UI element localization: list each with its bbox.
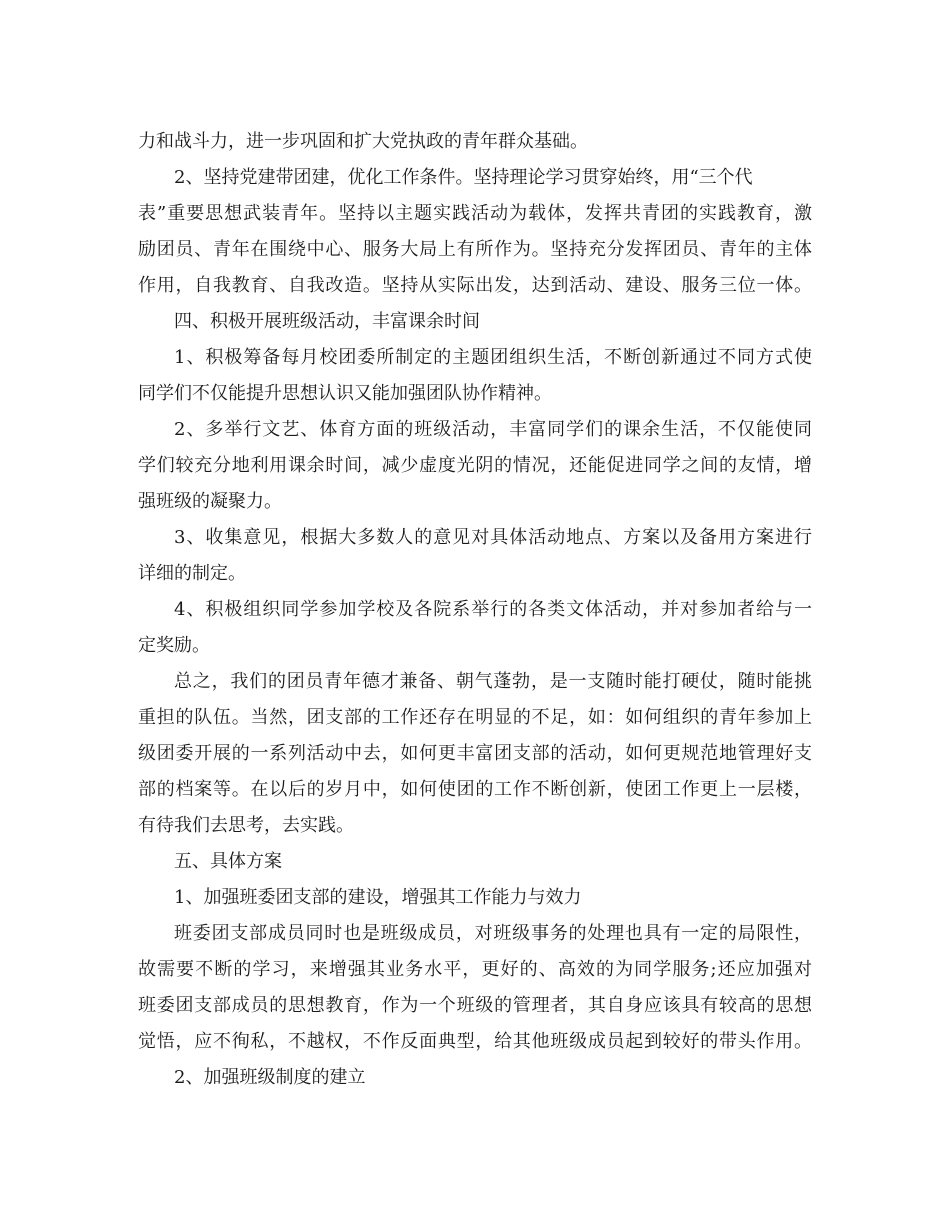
- document-body: [138, 124, 812, 1096]
- text-line: 定奖励。: [138, 635, 210, 656]
- text-line: 2、坚持党建带团建，优化工作条件。坚持理论学习贯穿始终，用“三个代: [174, 167, 753, 188]
- text-line: 作用，自我教育、自我改造。坚持从实际出发，达到活动、建设、服务三位一体。: [138, 275, 812, 296]
- text-line: 2、加强班级制度的建立: [174, 1067, 366, 1088]
- text-line: 觉悟，应不徇私，不越权，不作反面典型，给其他班级成员起到较好的带头作用。: [138, 1031, 812, 1052]
- text-line: 4、积极组织同学参加学校及各院系举行的各类文体活动，并对参加者给与一: [174, 599, 812, 620]
- text-line: 1、加强班委团支部的建设，增强其工作能力与效力: [174, 887, 582, 908]
- text-line: 班委团支部成员的思想教育，作为一个班级的管理者，其自身应该具有较高的思想: [138, 995, 812, 1016]
- text-line: 班委团支部成员同时也是班级成员，对班级事务的处理也具有一定的局限性，: [174, 923, 812, 944]
- text-line: 级团委开展的一系列活动中去，如何更丰富团支部的活动，如何更规范地管理好支: [138, 743, 812, 764]
- text-line: 同学们不仅能提升思想认识又能加强团队协作精神。: [138, 383, 552, 404]
- text-line: 故需要不断的学习，来增强其业务水平，更好的、高效的为同学服务;还应加强对: [138, 959, 812, 980]
- text-line: 励团员、青年在围绕中心、服务大局上有所作为。坚持充分发挥团员、青年的主体: [138, 239, 812, 260]
- text-line: 重担的队伍。当然，团支部的工作还存在明显的不足，如：如何组织的青年参加上: [138, 707, 812, 728]
- text-line: 强班级的凝聚力。: [138, 491, 282, 512]
- text-line: 部的档案等。在以后的岁月中，如何使团的工作不断创新，使团工作更上一层楼，: [138, 779, 812, 800]
- text-line: 表”重要思想武装青年。坚持以主题实践活动为载体，发挥共青团的实践教育，激: [138, 203, 812, 224]
- text-line: 2、多举行文艺、体育方面的班级活动，丰富同学们的课余生活，不仅能使同: [174, 419, 812, 440]
- text-line: 五、具体方案: [174, 851, 282, 872]
- text-line: 学们较充分地利用课余时间，减少虚度光阴的情况，还能促进同学之间的友情，增: [138, 455, 812, 476]
- text-line: 1、积极筹备每月校团委所制定的主题团组织生活，不断创新通过不同方式使: [174, 347, 812, 368]
- text-line: 力和战斗力，进一步巩固和扩大党执政的青年群众基础。: [138, 131, 588, 152]
- text-line: 有待我们去思考，去实践。: [138, 815, 354, 836]
- text-line: 四、积极开展班级活动，丰富课余时间: [174, 311, 480, 332]
- text-line: 3、收集意见，根据大多数人的意见对具体活动地点、方案以及备用方案进行: [174, 527, 812, 548]
- text-line: 总之，我们的团员青年德才兼备、朝气蓬勃，是一支随时能打硬仗，随时能挑: [174, 671, 812, 692]
- text-line: 详细的制定。: [138, 563, 246, 584]
